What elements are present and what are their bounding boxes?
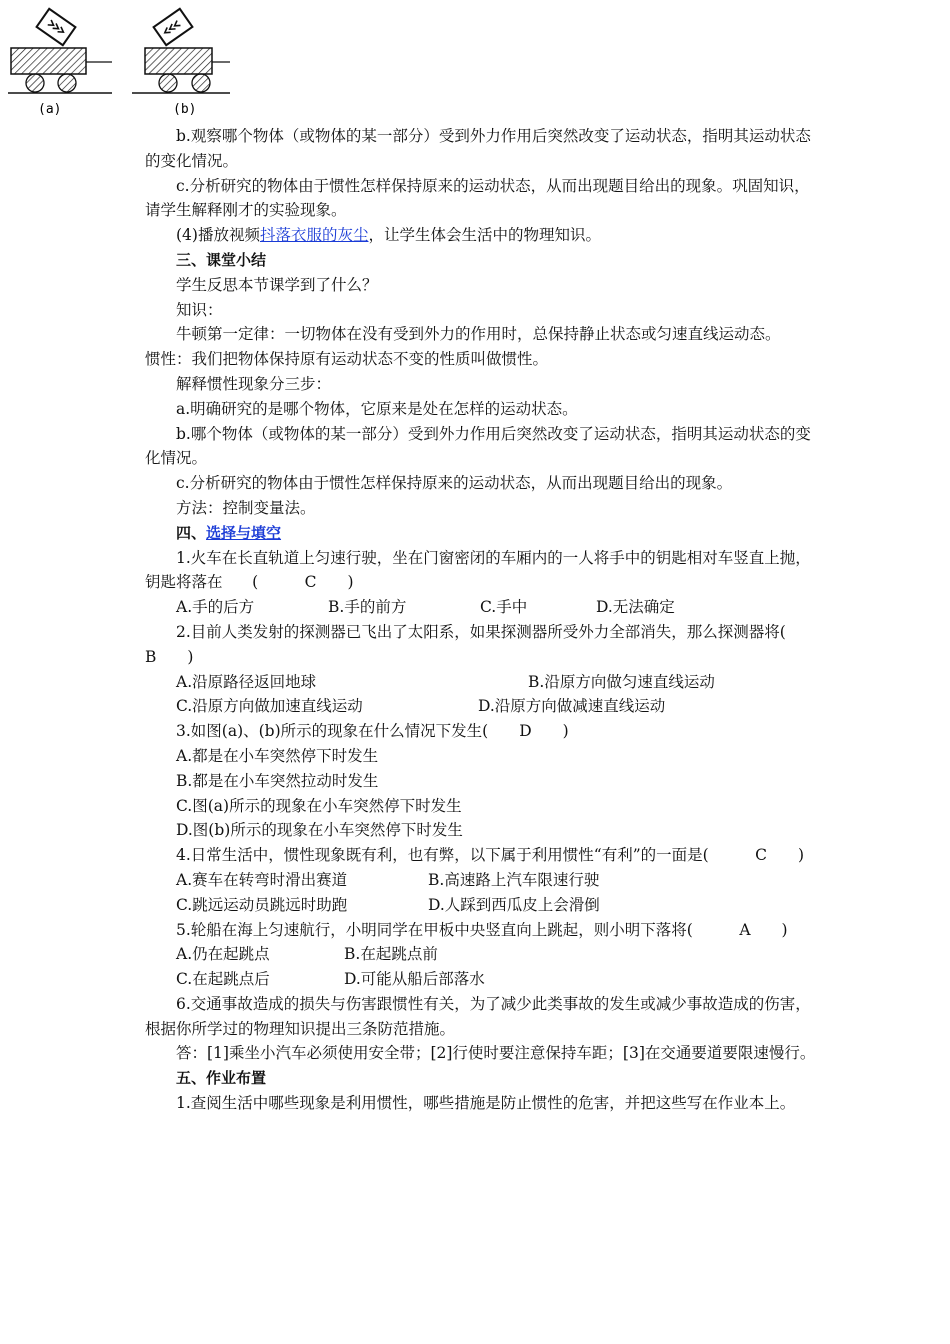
question-5-options <box>145 967 823 992</box>
homework-heading: 五、作业布置 <box>176 1069 267 1088</box>
summary-line: 解释惯性现象分三步： <box>176 374 332 393</box>
question-2-options <box>145 694 823 719</box>
option: A.都是在小车突然停下时发生 <box>176 746 379 765</box>
question-1-text: 1.火车在长直轨道上匀速行驶，坐在门窗密闭的车厢内的一人将手中的钥匙相对车竖直上抛，钥匙将落在 <box>145 548 811 592</box>
option: B.在起跳点前 <box>344 945 438 964</box>
review-step-b: b.观察哪个物体（或物体的某一部分）受到外力作用后突然改变了运动状态，指明其运动状态的变化情况。 <box>145 127 811 170</box>
question-1 <box>145 546 823 596</box>
question-1-options <box>145 595 823 620</box>
exercises-heading <box>145 521 823 546</box>
question-6: 6.交通事故造成的损失与伤害跟惯性有关，为了减少此类事故的发生或减少事故造成的伤害，根据你所学过的物理知识提出三条防范措施。 <box>145 994 811 1038</box>
option: D.可能从船后部落水 <box>344 970 485 989</box>
inertia-cart-figure <box>8 2 238 120</box>
option: A.手的后方 <box>176 598 255 617</box>
summary-line: 学生反思本节课学到了什么？ <box>176 275 378 294</box>
exercises-heading-num: 四、 <box>176 523 207 542</box>
option: D.人踩到西瓜皮上会滑倒 <box>428 895 600 914</box>
item4-suffix: ，让学生体会生活中的物理知识。 <box>368 226 601 245</box>
summary-heading: 三、课堂小结 <box>176 250 267 269</box>
option: C.在起跳点后 <box>176 970 270 989</box>
question-2-options <box>145 670 823 695</box>
video-link[interactable]: 抖落衣服的灰尘 <box>259 226 369 245</box>
question-1-answer: ( C ) <box>252 573 354 592</box>
summary-line: b.哪个物体（或物体的某一部分）受到外力作用后突然改变了运动状态，指明其运动状态的变化情况。 <box>145 424 811 468</box>
cart-a <box>11 9 86 92</box>
summary-line: 知识： <box>176 300 223 319</box>
summary-line-inertia: 惯性：我们把物体保持原有运动状态不变的性质叫做惯性。 <box>145 350 549 369</box>
summary-line: a.明确研究的是哪个物体，它原来是处在怎样的运动状态。 <box>176 399 578 418</box>
question-4-options <box>145 893 823 918</box>
exercises-heading-link[interactable]: 选择与填空 <box>206 523 282 542</box>
summary-line: 方法：控制变量法。 <box>176 498 316 517</box>
option: C.跳远运动员跳远时助跑 <box>176 895 348 914</box>
option: C.手中 <box>480 598 528 617</box>
cart-b <box>145 9 212 92</box>
summary-line: c.分析研究的物体由于惯性怎样保持原来的运动状态，从而出现题目给出的现象。 <box>176 474 733 493</box>
question-6-answer: 答：[1]乘坐小汽车必须使用安全带；[2]行使时要注意保持车距；[3]在交通要道要限速慢行。 <box>176 1044 816 1063</box>
option: B.都是在小车突然拉动时发生 <box>176 771 379 790</box>
question-5: 5.轮船在海上匀速航行，小明同学在甲板中央竖直向上跳起，则小明下落将( A ) <box>176 920 788 939</box>
review-item-4 <box>145 223 823 248</box>
figure-label-b: (b) <box>173 102 197 117</box>
question-4-options <box>145 868 823 893</box>
option: B.手的前方 <box>328 598 407 617</box>
option: A.沿原路径返回地球 <box>176 672 317 691</box>
question-5-options <box>145 942 823 967</box>
figure-label-a: (a) <box>38 102 62 117</box>
item4-prefix: (4)播放视频 <box>176 226 260 245</box>
homework-item-1: 1.查阅生活中哪些现象是利用惯性，哪些措施是防止惯性的危害，并把这些写在作业本上。 <box>176 1094 796 1113</box>
question-2: 2.目前人类发射的探测器已飞出了太阳系，如果探测器所受外力全部消失，那么探测器将( B ) <box>145 622 817 666</box>
option: B.高速路上汽车限速行驶 <box>428 870 600 889</box>
question-3: 3.如图(a)、(b)所示的现象在什么情况下发生( D ) <box>176 722 569 741</box>
option: C.沿原方向做加速直线运动 <box>176 697 363 716</box>
option: B.沿原方向做匀速直线运动 <box>528 672 715 691</box>
option: C.图(a)所示的现象在小车突然停下时发生 <box>176 796 462 815</box>
option: A.仍在起跳点 <box>176 945 270 964</box>
option: D.沿原方向做减速直线运动 <box>478 697 666 716</box>
option: D.无法确定 <box>596 598 675 617</box>
document-body <box>145 124 823 1116</box>
summary-line-law: 牛顿第一定律：一切物体在没有受到外力的作用时，总保持静止状态或匀速直线运动态。 <box>176 325 781 344</box>
question-4: 4.日常生活中，惯性现象既有利，也有弊，以下属于利用惯性“有利”的一面是( C ) <box>176 846 805 865</box>
review-step-c: c.分析研究的物体由于惯性怎样保持原来的运动状态，从而出现题目给出的现象。巩固知识，请学生解释刚才的实验现象。 <box>145 176 810 220</box>
option: D.图(b)所示的现象在小车突然停下时发生 <box>176 821 463 840</box>
option: A.赛车在转弯时滑出赛道 <box>176 870 348 889</box>
